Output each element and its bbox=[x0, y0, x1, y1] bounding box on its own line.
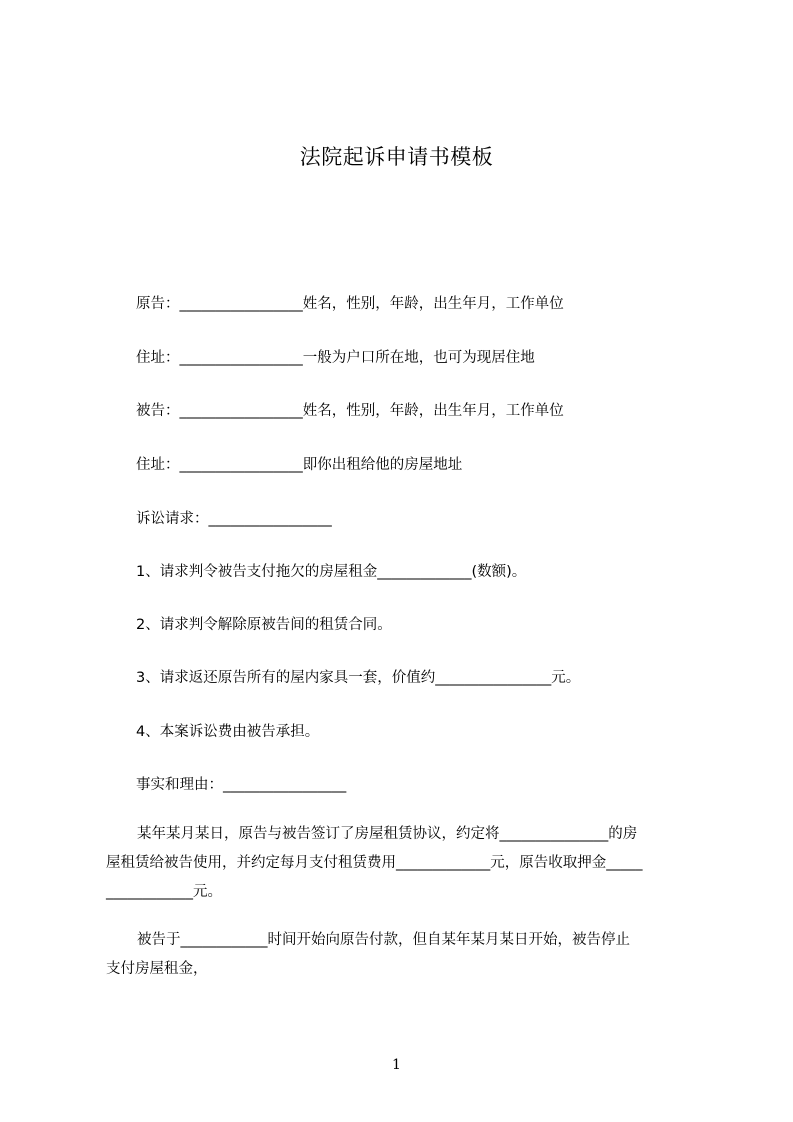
defendant-line: 被告：_________________姓名，性别，年龄，出生年月，工作单位 bbox=[136, 403, 564, 419]
facts-paragraph-1-line-1: 某年某月某日，原告与被告签订了房屋租赁协议，约定将_______________的房 bbox=[137, 826, 638, 842]
facts-paragraph-1 bbox=[103, 820, 703, 907]
claim-item-4: 4、本案诉讼费由被告承担。 bbox=[136, 724, 320, 740]
facts-paragraph-1-line-3: ____________元。 bbox=[106, 884, 222, 900]
claims-heading: 诉讼请求：_________________ bbox=[136, 511, 332, 527]
page-number: 1 bbox=[392, 1057, 401, 1073]
defendant-address-line: 住址：_________________即你出租给他的房屋地址 bbox=[136, 457, 463, 473]
facts-paragraph-2-line-1: 被告于____________时间开始向原告付款，但自某年某月某日开始，被告停止 bbox=[137, 932, 630, 948]
claim-item-1: 1、请求判令被告支付拖欠的房屋租金_____________(数额)。 bbox=[136, 564, 527, 580]
document-title: 法院起诉申请书模板 bbox=[299, 145, 494, 169]
facts-paragraph-2-line-2: 支付房屋租金， bbox=[106, 961, 208, 977]
plaintiff-address-line: 住址：_________________一般为户口所在地，也可为现居住地 bbox=[136, 350, 535, 366]
facts-paragraph-2 bbox=[103, 926, 703, 984]
claim-item-2: 2、请求判令解除原被告间的租赁合同。 bbox=[136, 617, 392, 633]
claim-item-3: 3、请求返还原告所有的屋内家具一套，价值约________________元。 bbox=[136, 670, 581, 686]
facts-heading: 事实和理由：_________________ bbox=[136, 777, 347, 793]
facts-paragraph-1-line-2: 屋租赁给被告使用，并约定每月支付租赁费用_____________元，原告收取押金_____ bbox=[106, 855, 643, 871]
plaintiff-line: 原告：_________________姓名，性别，年龄，出生年月，工作单位 bbox=[136, 296, 564, 312]
